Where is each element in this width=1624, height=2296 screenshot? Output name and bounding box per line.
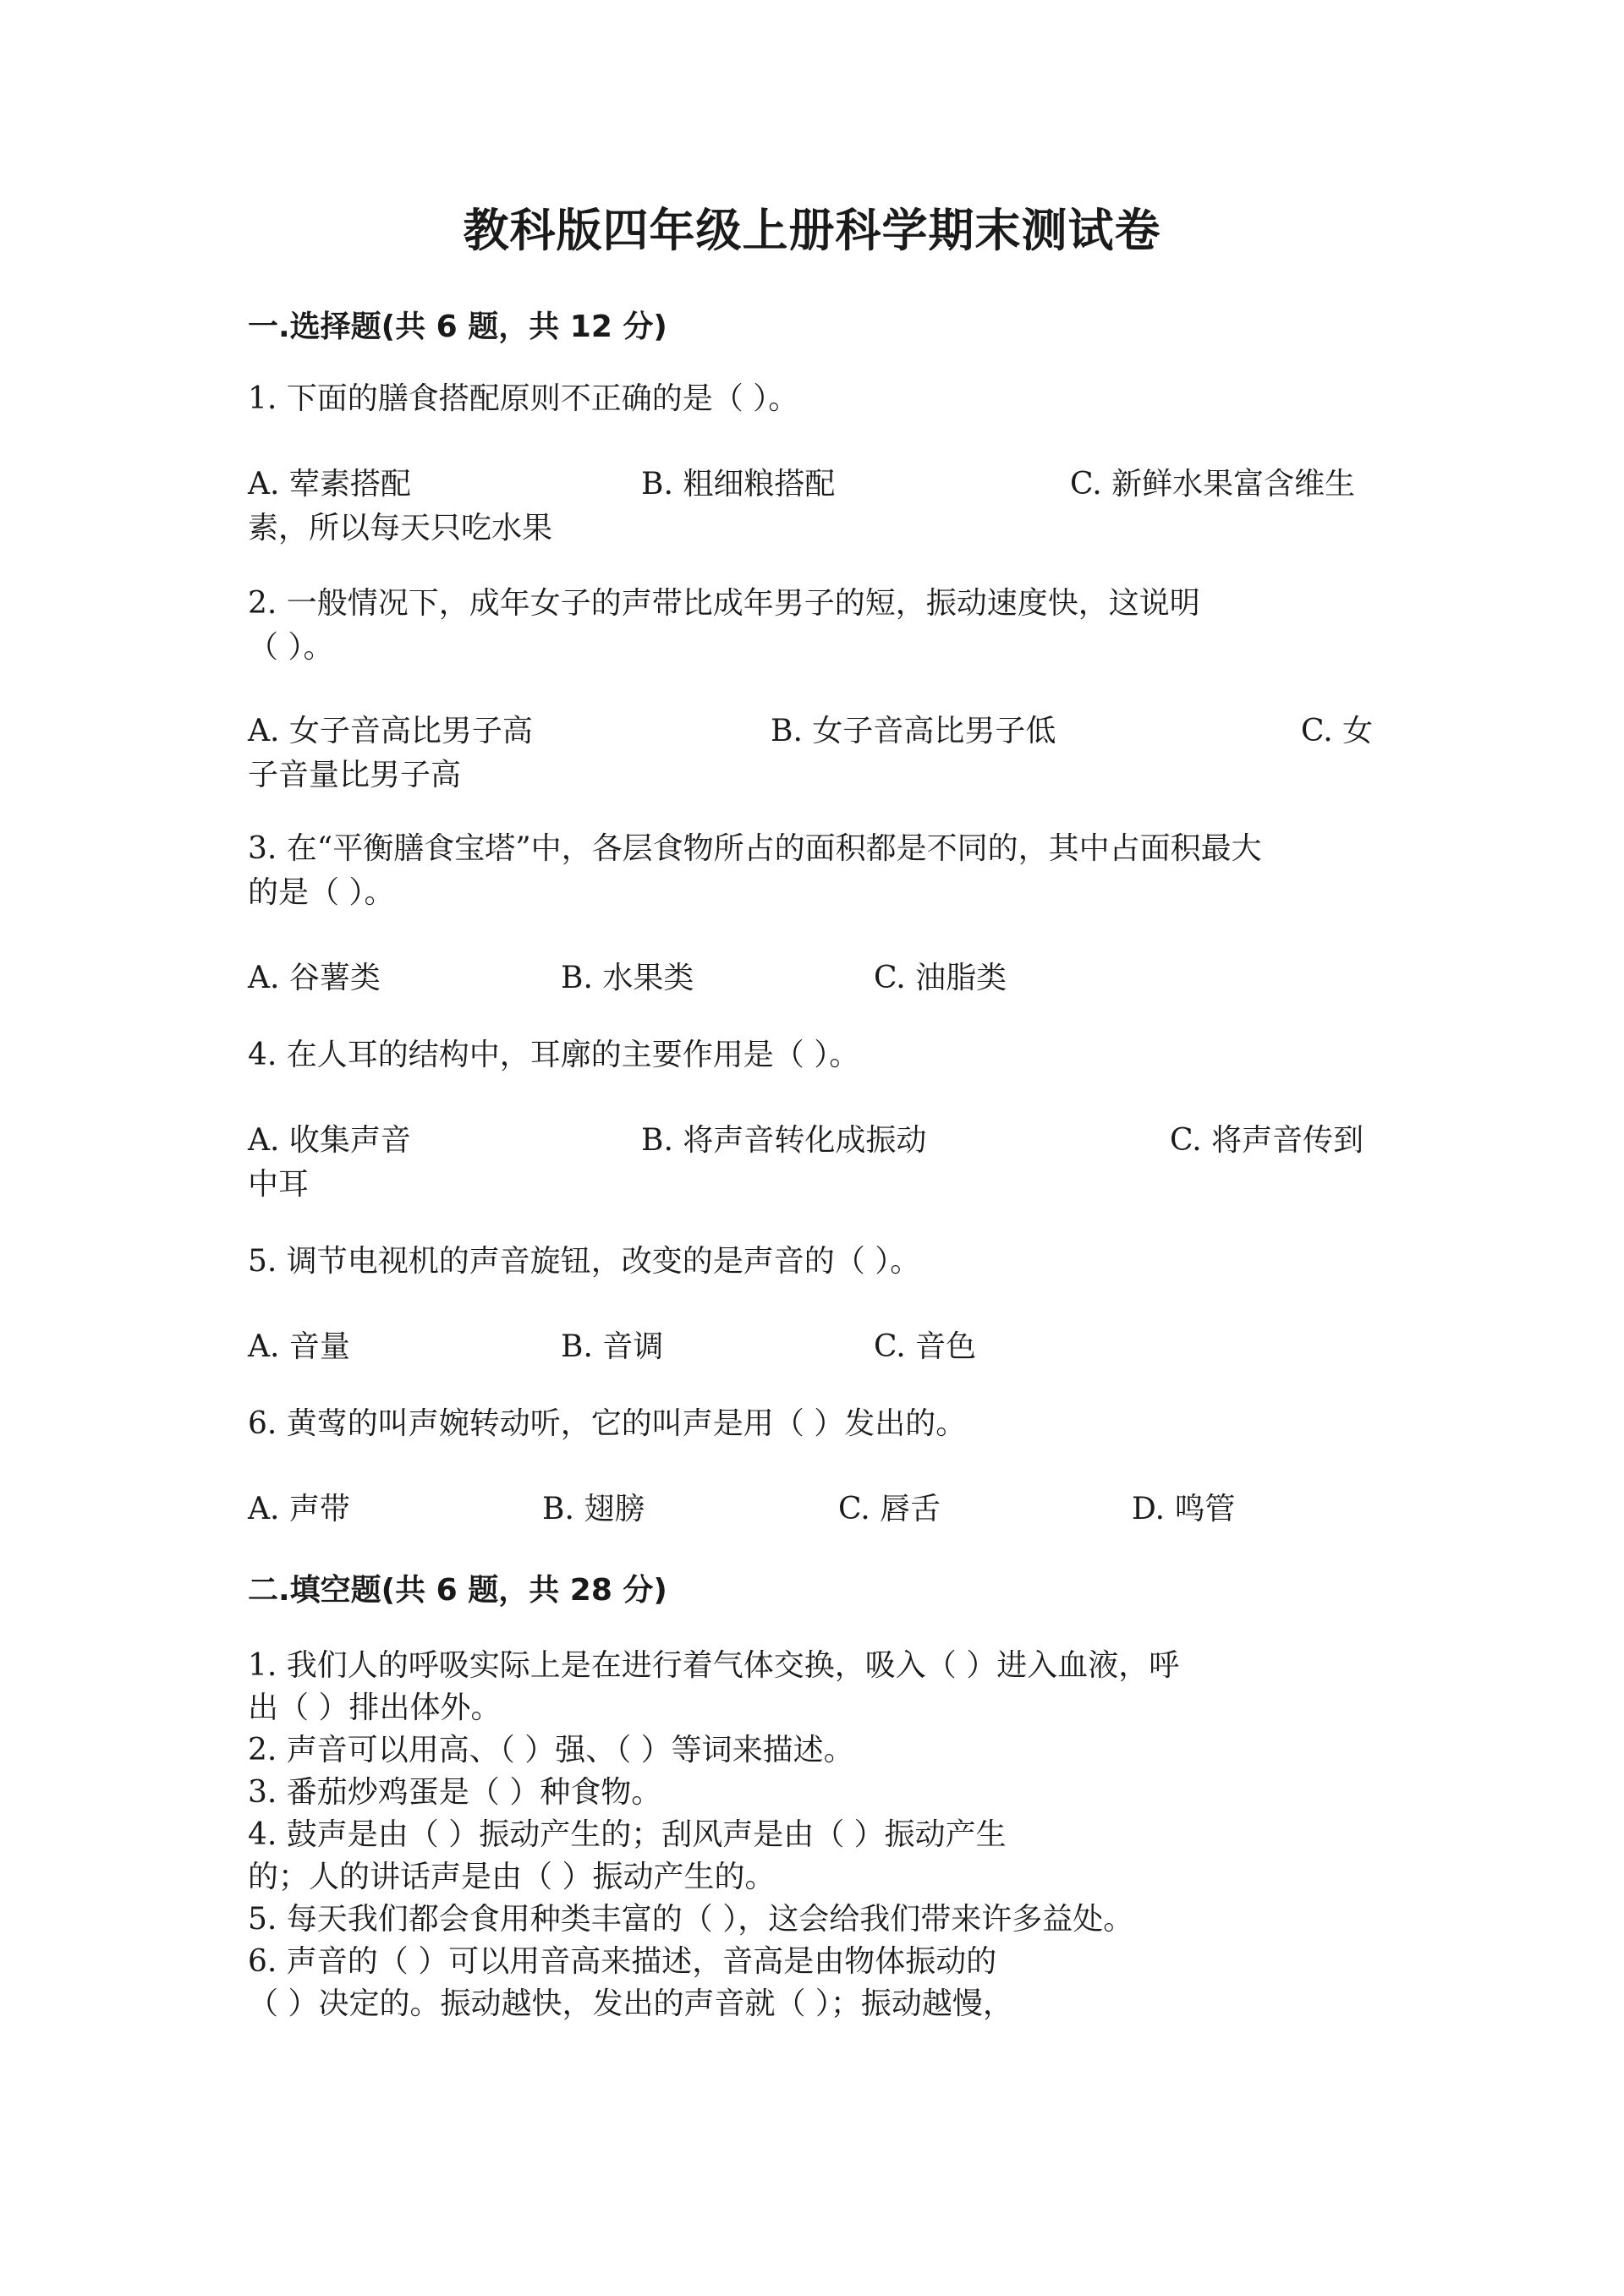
option-a: A. 谷薯类	[248, 961, 381, 995]
option-continuation: 中耳	[248, 1167, 310, 1202]
options-row-1	[248, 460, 1381, 504]
question-4: 4. 在人耳的结构中，耳廓的主要作用是（ ）。	[248, 1038, 860, 1072]
option-a: A. 音量	[248, 1329, 350, 1364]
options-row-2	[248, 707, 1381, 751]
fill-line: 3. 番茄炒鸡蛋是（ ）种食物。	[248, 1775, 662, 1810]
question-5: 5. 调节电视机的声音旋钮，改变的是声音的（ ）。	[248, 1244, 921, 1279]
option-continuation: 子音量比男子高	[248, 758, 462, 792]
option-continuation: 素，所以每天只吃水果	[248, 511, 553, 545]
option-b: B. 翅膀	[542, 1492, 645, 1526]
fill-line: 2. 声音可以用高、（ ）强、（ ）等词来描述。	[248, 1733, 854, 1767]
question-2-line2: （ ）。	[248, 630, 334, 665]
section-heading-fill: 二.填空题(共 6 题，共 28 分)	[248, 1573, 667, 1608]
question-1: 1. 下面的膳食搭配原则不正确的是（ ）。	[248, 381, 799, 416]
question-2-line1: 2. 一般情况下，成年女子的声带比成年男子的短，振动速度快，这说明	[248, 586, 1200, 621]
option-c: C. 女	[1301, 714, 1374, 748]
question-3-line2: 的是（ ）。	[248, 875, 395, 910]
option-c: C. 新鲜水果富含维生	[1070, 467, 1356, 501]
fill-line: （ ）决定的。振动越快，发出的声音就（ ）；振动越慢，	[248, 1986, 1013, 2021]
option-c: C. 油脂类	[874, 961, 1007, 995]
fill-line: 1. 我们人的呼吸实际上是在进行着气体交换，吸入（ ）进入血液，呼	[248, 1648, 1180, 1683]
fill-line: 6. 声音的（ ）可以用音高来描述，音高是由物体振动的	[248, 1944, 997, 1979]
page-title: 教科版四年级上册科学期末测试卷	[463, 203, 1161, 257]
options-row-6	[248, 1485, 1381, 1529]
question-6: 6. 黄莺的叫声婉转动听，它的叫声是用（ ）发出的。	[248, 1406, 967, 1441]
question-3-line1: 3. 在“平衡膳食宝塔”中，各层食物所占的面积都是不同的，其中占面积最大	[248, 831, 1262, 866]
option-c: C. 音色	[874, 1329, 977, 1364]
option-b: B. 女子音高比男子低	[771, 714, 1056, 748]
option-a: A. 收集声音	[248, 1123, 411, 1158]
fill-line: 出（ ）排出体外。	[248, 1690, 502, 1725]
options-row-3	[248, 954, 1381, 998]
fill-line: 5. 每天我们都会食用种类丰富的（ ），这会给我们带来许多益处。	[248, 1902, 1134, 1937]
option-b: B. 将声音转化成振动	[641, 1123, 927, 1158]
options-row-4	[248, 1116, 1381, 1160]
option-a: A. 声带	[248, 1492, 350, 1526]
option-b: B. 水果类	[561, 961, 694, 995]
fill-line: 4. 鼓声是由（ ）振动产生的；刮风声是由（ ）振动产生	[248, 1817, 1007, 1852]
option-a: A. 荤素搭配	[248, 467, 411, 501]
option-b: B. 粗细粮搭配	[641, 467, 836, 501]
fill-line: 的；人的讲话声是由（ ）振动产生的。	[248, 1860, 776, 1894]
option-a: A. 女子音高比男子高	[248, 714, 533, 748]
options-row-5	[248, 1323, 1381, 1367]
option-b: B. 音调	[561, 1329, 664, 1364]
section-heading-choice: 一.选择题(共 6 题，共 12 分)	[248, 310, 667, 344]
option-d: D. 鸣管	[1132, 1492, 1236, 1526]
option-c: C. 将声音传到	[1170, 1123, 1364, 1158]
option-c: C. 唇舌	[838, 1492, 941, 1526]
